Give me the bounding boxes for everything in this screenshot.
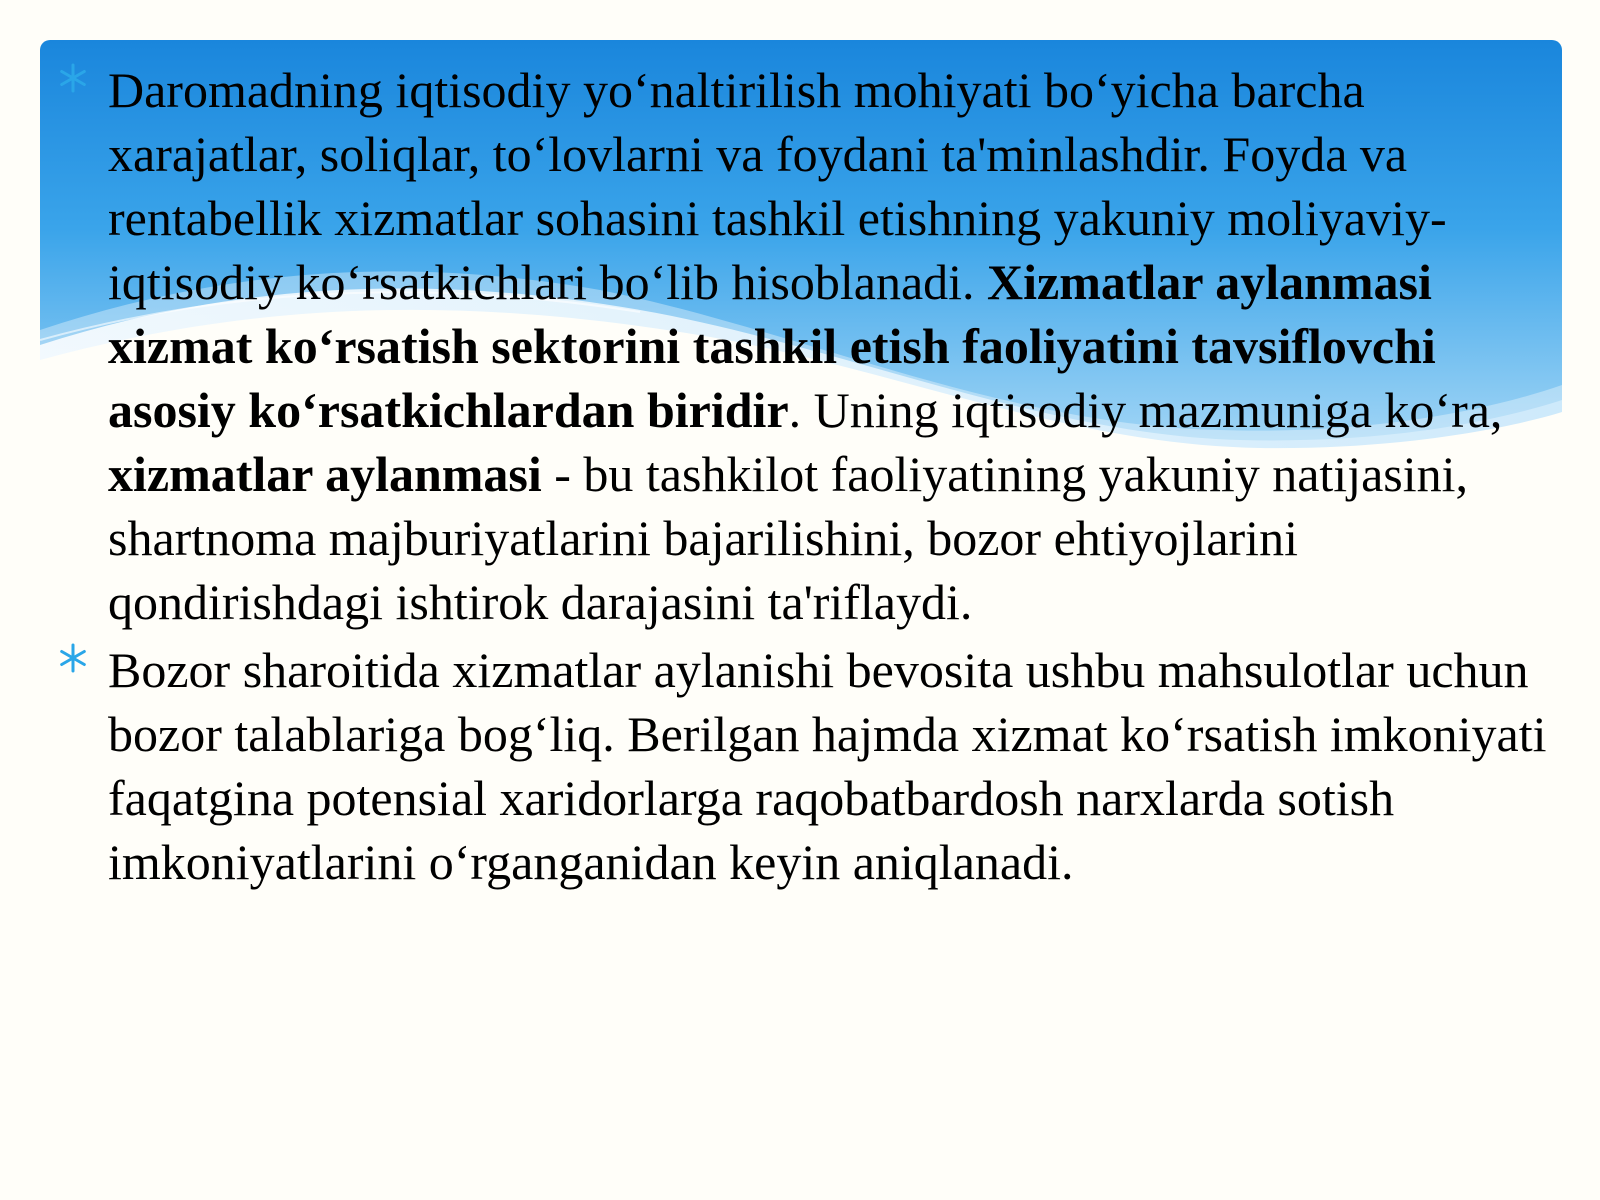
slide-body (58, 58, 1548, 898)
bullet-text-2 (108, 638, 1548, 894)
bold-text-run: xizmatlar aylanmasi (108, 446, 542, 502)
text-run: - bu tashkilot faoliyatining yakuniy natijasini, shartnoma majburiyatlarini bajarilishini, bozor ehtiyojlarini qondirishdagi ishtirok darajasini ta'riflaydi. (108, 446, 1469, 630)
bullet-item-2 (58, 638, 1548, 894)
bullet-item-1 (58, 58, 1548, 634)
bold-text-run: Xizmatlar aylanmasi xizmat ko‘rsatish sektorini tashkil etish faoliyatini tavsiflovchi asosiy ko‘rsatkichlardan biridir (108, 254, 1436, 438)
text-run: . Uning iqtisodiy mazmuniga ko‘ra, (788, 382, 1503, 438)
bullet-text-1 (108, 58, 1548, 634)
asterisk-star-icon (58, 63, 88, 93)
asterisk-star-icon (58, 643, 88, 673)
text-run: Daromadning iqtisodiy yo‘naltirilish mohiyati bo‘yicha barcha xarajatlar, soliqlar, to‘lovlarni va foydani ta'minlashdir. Foyda va rentabellik xizmatlar sohasini tashkil etishning yakuniy moliyaviy-iqtisodiy ko‘rsatkichlari bo‘lib hisoblanadi. (108, 62, 1447, 310)
text-run: Bozor sharoitida xizmatlar aylanishi bevosita ushbu mahsulotlar uchun bozor talablariga bog‘liq. Berilgan hajmda xizmat ko‘rsatish imkoniyati faqatgina potensial xaridorlarga raqobatbardosh narxlarda sotish imkoniyatlarini o‘rganganidan keyin aniqlanadi. (108, 642, 1547, 890)
